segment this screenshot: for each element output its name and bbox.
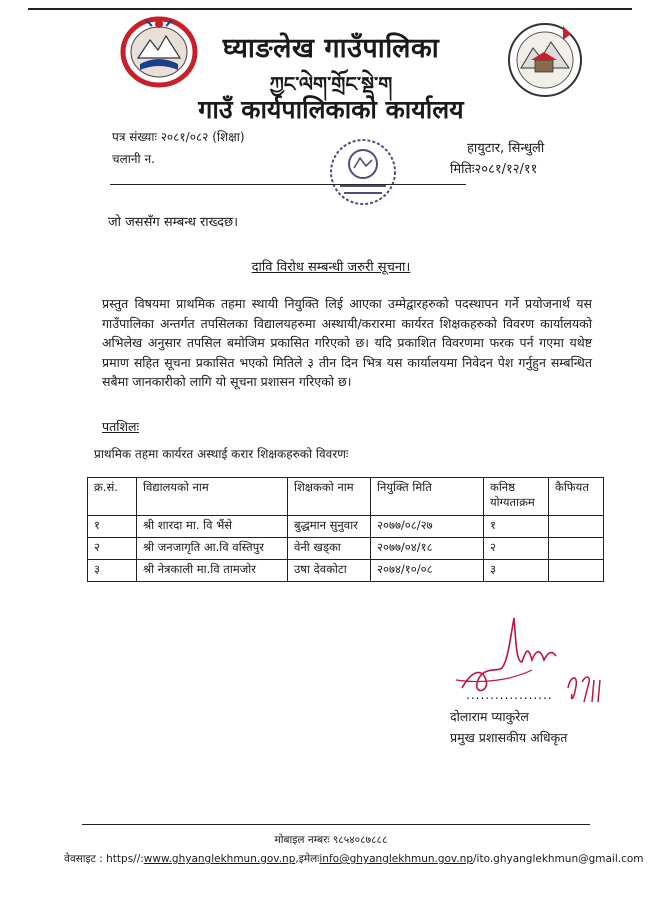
cell-serial: २ (88, 538, 137, 560)
table-caption: प्राथमिक तहमा कार्यरत अस्थाई करार शिक्षकहरुको विवरणः (94, 447, 349, 461)
cell-remarks (549, 538, 604, 560)
column-header-school: विद्यालयको नाम (137, 478, 288, 516)
cell-remarks (549, 516, 604, 538)
signatory-name: दोलाराम प्याकुरेल (450, 709, 529, 724)
cell-serial: १ (88, 516, 137, 538)
table-header-row (88, 478, 604, 516)
email-link-info[interactable]: info@ghyanglekhmun.gov.np (319, 853, 473, 865)
footer-mobile: मोबाइल नम्बरः ९८५४०८७८८८ (274, 834, 388, 846)
salutation: जो जससँग सम्बन्ध राख्दछ। (108, 215, 239, 230)
cell-teacher: बुद्धमान सुनुवार (288, 516, 371, 538)
office-name: गाउँ कार्यपालिकाको कार्यालय (198, 95, 464, 124)
office-location: हायुटार, सिन्धुली (467, 141, 545, 156)
website-label: वेवसाइट : https//: (64, 853, 144, 865)
column-header-serial: क्र.सं. (88, 478, 137, 516)
cell-appointment-date: २०७७/०४/१८ (371, 538, 484, 560)
municipality-logo-icon (505, 20, 585, 100)
dispatch-number: चलानी न. (112, 152, 155, 166)
column-header-remarks: कैफियत (549, 478, 604, 516)
cell-school: श्री नेत्रकाली मा.वि तामजोर (137, 560, 288, 582)
teacher-details-table (87, 477, 604, 582)
office-stamp-icon (322, 136, 404, 208)
cell-appointment-date: २०७७/०८/२७ (371, 516, 484, 538)
table-row (88, 516, 604, 538)
municipality-name-tibetan: ཀྱང་ལེག་གྲོང་སྡེ་ག (269, 72, 393, 96)
column-header-seniority: कनिष्ठ योग्यताक्रम (484, 478, 549, 516)
cell-seniority: २ (484, 538, 549, 560)
website-link[interactable]: www.ghyanglekhmun.gov.np (143, 853, 296, 865)
column-header-appointment-date: नियुक्ति मिति (371, 478, 484, 516)
municipality-name: घ्याङलेख गाउँपालिका (222, 33, 440, 64)
email-link-ito[interactable]: ito.ghyanglekhmun@gmail.com (476, 853, 644, 865)
column-header-teacher: शिक्षकको नाम (288, 478, 371, 516)
signatory-designation: प्रमुख प्रशासकीय अधिकृत (450, 730, 568, 745)
cell-school: श्री जनजागृति आ.वि वस्तिपुर (137, 538, 288, 560)
cell-appointment-date: २०७४/१०/०८ (371, 560, 484, 582)
notice-body: प्रस्तुत विषयमा प्राथमिक तहमा स्थायी नियुक्ति लिई आएका उम्मेद्वारहरुको पदस्थापन गर्ने प्रयोजनार्थ यस गाउँपालिका अन्तर्गत तपसिलका विद्यालयहरुमा अस्थायी/करारमा कार्यरत शिक्षकहरुको विवरण कार्यालयको अभिलेख अनुसार तपसिल बमोजिम प्रकासित गरिएको छ। यदि प्रकाशित विवरणमा फरक पर्न गएमा यथेष्ट प्रमाण सहित सूचना प्रकासित भएको मितिले ३ तीन दिन भित्र यस कार्यालयमा निवेदन पेश गर्नुहुन सम्बन्धित सबैमा जानकारीको लागि यो सूचना प्रशासन गरिएको छ। (102, 296, 592, 389)
email-label: ,इमेलः (295, 853, 320, 865)
cell-serial: ३ (88, 560, 137, 582)
cell-seniority: ३ (484, 560, 549, 582)
table-row (88, 538, 604, 560)
footer-contact (64, 852, 644, 866)
header-divider (110, 184, 466, 185)
footer-divider (82, 824, 590, 825)
details-heading: पतशिलः (102, 419, 139, 434)
top-rule (28, 8, 632, 10)
notice-title: दावि विरोध सम्बन्धी जरुरी सूचना। (251, 260, 411, 275)
cell-remarks (549, 560, 604, 582)
letter-date: मितिः२०८१/१२/११ (450, 162, 538, 177)
cell-teacher: वेनी खड्का (288, 538, 371, 560)
cell-seniority: १ (484, 516, 549, 538)
cell-school: श्री शारदा मा. वि भैंसे (137, 516, 288, 538)
cell-teacher: उषा देवकोटा (288, 560, 371, 582)
table-row (88, 560, 604, 582)
email-separator: / (473, 853, 477, 865)
letter-number: पत्र संख्याः २०८१/०८२ (शिक्षा) (112, 130, 245, 144)
signature-line: .................. (466, 688, 553, 702)
